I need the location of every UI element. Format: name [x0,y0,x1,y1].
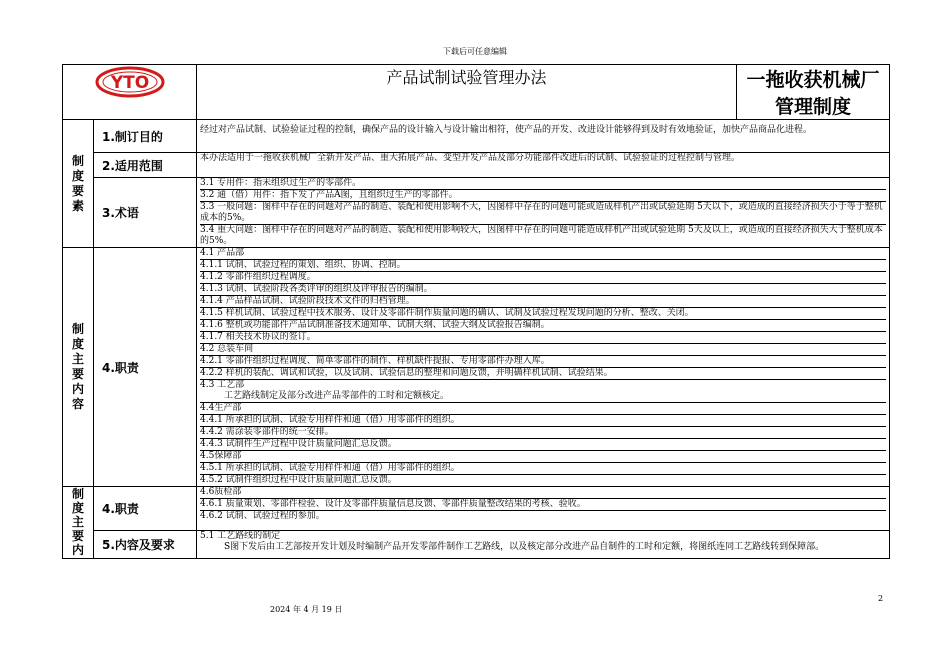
content-line: 5.1 工艺路线的制定 [200,530,281,541]
header-row [63,65,890,120]
section-main-content [63,248,94,487]
text-purpose: 经过对产品试制、试验验证过程的控制，确保产品的设计输入与设计输出相符，使产品的开发、改进设计能够得到及时有效地验证，加快产品商品化进程。 [197,120,890,153]
duty-line: 4.2.2 样机的装配、调试和试验，以及试制、试验信息的整理和问题反馈，并明确样机试制、试验结果。 [200,368,886,380]
duty-line: 4.6.1 质量策划、零部件检验、设计及零部件质量信息反馈、零部件质量整改结果的考核、验收。 [200,499,886,511]
duty-line: 4.2 总装车间 [200,344,886,356]
row-content [63,530,890,558]
term-line: 3.4 重大问题：图样中存在的问题对产品的制造、装配和使用影响较大，因图样中存在的问题可能造成样机产出或试验延期 5天及以上，或造成的直接经济损失大于整机成本的5%。 [200,225,883,246]
section-main-content-2 [63,487,94,559]
term-line: 3.1 专用件：指未组织过生产的零部件。 [200,178,886,190]
duty-line: 4.4.2 需涂装零部件的统一安排。 [200,427,886,439]
duty-line: 4.1.7 相关技术协议的签订。 [200,332,886,344]
row-duty-2 [63,487,890,531]
duty-line: 4.4生产部 [200,403,886,415]
label-purpose: 1.制订目的 [94,120,197,153]
term-line: 3.3 一般问题：图样中存在的问题对产品的制造、装配和使用影响不大，因图样中存在的问题可能或造成样机产出或试验延期 5天以下，或造成的直接经济损失小于等于整机成本的5%。 [200,202,886,225]
duty-line: 4.5.2 试制件组织过程中设计质量问题汇总反馈。 [200,475,397,485]
duty-line: 工艺路线制定及部分改进产品零部件的工时和定额核定。 [200,391,886,403]
duty-line: 4.2.1 零部件组织过程调度、简单零部件的制作、样机缺件提报、专用零部件办理入库。 [200,356,886,368]
duty-line: 4.1.1 试制、试验过程的策划、组织、协调、控制。 [200,260,886,272]
duty-line: 4.3 工艺部 [200,380,245,390]
regulation-table [62,64,890,559]
text-duty-1 [197,248,890,487]
doc-title: 产品试制试验管理办法 [197,65,737,120]
duty-line: 4.4.1 所承担的试制、试验专用样件和通（借）用零部件的组织。 [200,415,886,427]
yto-logo-icon [94,65,166,99]
text-content [197,530,890,558]
text-duty-2 [197,487,890,531]
footer-date: 2024 年 4 月 19 日 [270,605,343,614]
section-main-content-label: 制度主要内容 [71,322,84,411]
label-scope: 2.适用范围 [94,153,197,178]
duty-line: 4.1.3 试制、试验阶段各类评审的组织及评审报告的编制。 [200,284,886,296]
term-line: 3.2 通（借）用件：指下发了产品A图，且组织过生产的零部件。 [200,190,886,202]
row-purpose [63,120,890,153]
page-number: 2 [878,594,884,603]
section-requirements [63,120,94,248]
section-main-content-2-label: 制度主要内 [71,487,84,557]
row-scope [63,153,890,178]
duty-line: 4.6质检部 [200,487,886,499]
duty-line: 4.6.2 试制、试验过程的参加。 [200,511,325,521]
label-terms: 3.术语 [94,178,197,248]
content-line: S图下发后由工艺部按开发计划及时编制产品开发零部件制作工艺路线，以及核定部分改进产品自制件的工时和定额，将图纸连同工艺路线转到保障部。 [224,541,825,552]
text-terms [197,178,890,248]
duty-line: 4.1 产品部 [200,248,886,260]
logo-cell [63,65,197,120]
duty-line: 4.4.3 试制件生产过程中设计质量问题汇总反馈。 [200,439,886,451]
row-terms [63,178,890,248]
row-duty-1 [63,248,890,487]
duty-line: 4.5保障部 [200,451,886,463]
label-content: 5.内容及要求 [94,530,197,558]
duty-line: 4.1.5 样机试制、试验过程中技术服务、设计及零部件制作质量问题的确认、试制及试验过程发现问题的分析、整改、关闭。 [200,308,886,320]
duty-line: 4.5.1 所承担的试制、试验专用样件和通（借）用零部件的组织。 [200,463,886,475]
duty-line: 4.1.6 整机或功能部件产品试制准备技术通知单、试制大纲、试验大纲及试验报告编制。 [200,320,886,332]
section-requirements-label: 制度要素 [71,153,84,213]
label-duty-1: 4.职责 [94,248,197,487]
logo-text: YTO [110,73,149,93]
company-title: 一拖收获机械厂管理制度 [737,65,890,120]
text-scope: 本办法适用于一拖收获机械厂全新开发产品、重大拓展产品、变型开发产品及部分功能部件改进后的试制、试验验证的过程控制与管理。 [197,153,890,178]
duty-line: 4.1.2 零部件组织过程调度。 [200,272,886,284]
top-note: 下载后可任意编辑 [443,47,507,56]
label-duty-2: 4.职责 [94,487,197,531]
duty-line: 4.1.4 产品样品试制、试验阶段技术文件的归档管理。 [200,296,886,308]
